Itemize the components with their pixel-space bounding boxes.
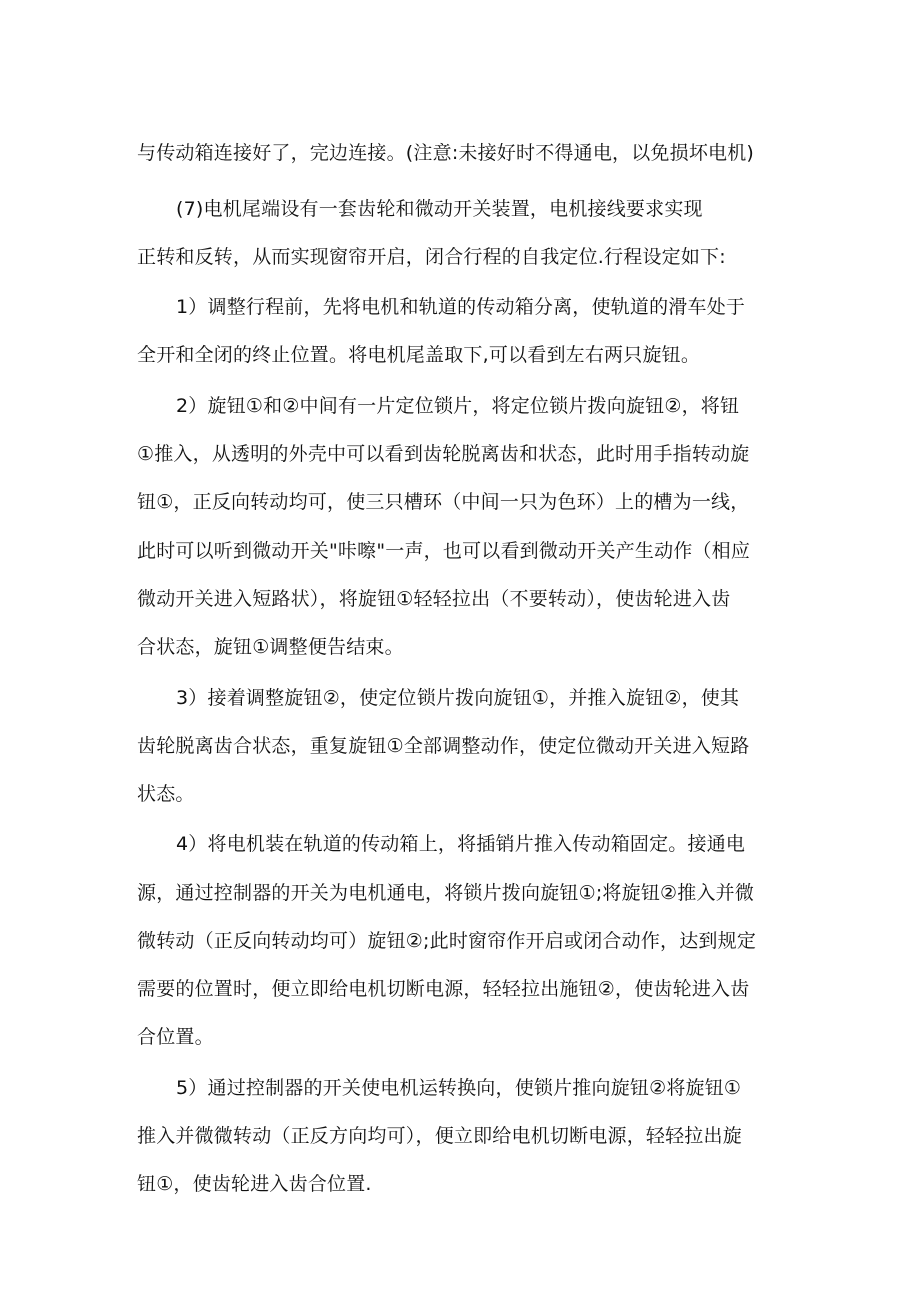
text-line: 需要的位置时，便立即给电机切断电源，轻轻拉出施钮②，使齿轮进入齿 — [137, 978, 750, 1000]
text-line: 状态。 — [137, 783, 195, 805]
text-line: 齿轮脱离齿合状态，重复旋钮①全部调整动作，使定位微动开关进入短路 — [137, 735, 750, 757]
text-line: 与传动箱连接好了，完边连接。(注意:未接好时不得通电，以免损坏电机) — [137, 142, 755, 164]
text-line: 合位置。 — [137, 1026, 214, 1048]
text-line: 钮①，正反向转动均可，使三只槽环（中间一只为色环）上的槽为一线， — [137, 491, 750, 513]
text-line: 5）通过控制器的开关使电机运转换向，使锁片推向旋钮②将旋钮① — [176, 1077, 742, 1099]
text-line: 微转动（正反向转动均可）旋钮②;此时窗帘作开启或闭合动作，达到规定 — [137, 930, 757, 952]
text-line: 1）调整行程前，先将电机和轨道的传动箱分离，使轨道的滑车处于 — [176, 296, 746, 318]
text-line: 全开和全闭的终止位置。将电机尾盖取下,可以看到左右两只旋钮。 — [137, 344, 701, 366]
text-line: 2）旋钮①和②中间有一片定位锁片，将定位锁片拨向旋钮②，将钮 — [176, 395, 740, 417]
text-line: (7)电机尾端设有一套齿轮和微动开关装置，电机接线要求实现 — [176, 198, 703, 220]
text-line: 正转和反转，从而实现窗帘开启，闭合行程的自我定位.行程设定如下: — [137, 246, 726, 268]
text-line: 4）将电机装在轨道的传动箱上，将插销片推入传动箱固定。接通电 — [176, 833, 746, 855]
text-line: 推入并微微转动（正反方向均可），便立即给电机切断电源，轻轻拉出旋 — [137, 1125, 742, 1147]
text-line: 源，通过控制器的开关为电机通电，将锁片拨向旋钮①;将旋钮②推入并微 — [137, 882, 755, 904]
text-line: 合状态，旋钮①调整便告结束。 — [137, 636, 404, 658]
text-line: 3）接着调整旋钮②，使定位锁片拨向旋钮①，并推入旋钮②，使其 — [176, 687, 740, 709]
text-line: ①推入，从透明的外壳中可以看到齿轮脱离齿和状态，此时用手指转动旋 — [137, 443, 750, 465]
text-line: 微动开关进入短路状），将旋钮①轻轻拉出（不要转动），使齿轮进入齿 — [137, 588, 731, 610]
text-line: 钮①，使齿轮进入齿合位置. — [137, 1173, 372, 1195]
text-line: 此时可以听到微动开关"咔嚓"一声，也可以看到微动开关产生动作（相应 — [137, 540, 751, 562]
